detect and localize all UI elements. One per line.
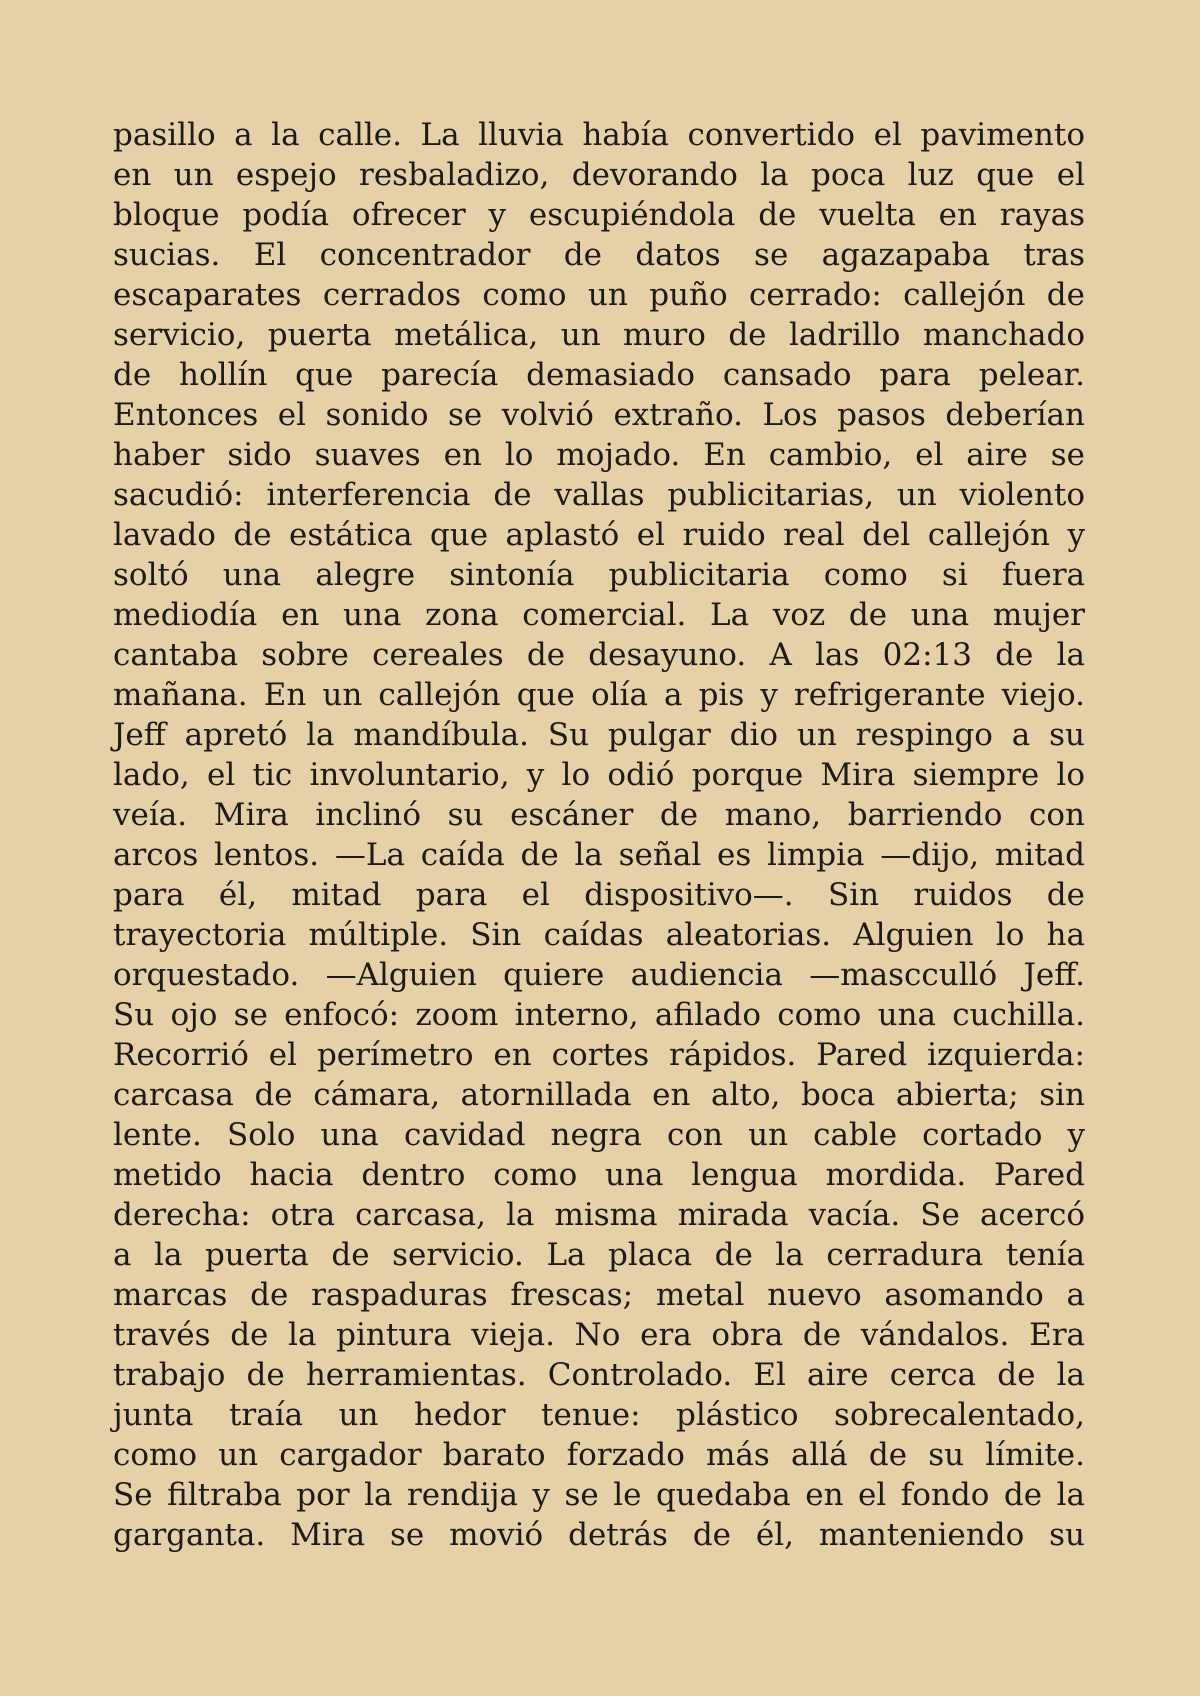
text-line: como un cargador barato forzado más allá de su límite.	[113, 1437, 1085, 1473]
text-line: orquestado. —Alguien quiere audiencia —mascculló Jeff.	[113, 957, 1085, 993]
text-line: a la puerta de servicio. La placa de la cerradura tenía	[113, 1237, 1085, 1273]
text-line: través de la pintura vieja. No era obra de vándalos. Era	[113, 1317, 1085, 1353]
text-line: marcas de raspaduras frescas; metal nuevo asomando a	[113, 1277, 1085, 1313]
text-line: servicio, puerta metálica, un muro de ladrillo manchado	[113, 317, 1085, 353]
text-line: Se filtraba por la rendija y se le quedaba en el fondo de la	[113, 1477, 1085, 1513]
text-line: lente. Solo una cavidad negra con un cable cortado y	[113, 1117, 1085, 1153]
text-line: derecha: otra carcasa, la misma mirada vacía. Se acercó	[113, 1197, 1085, 1233]
text-line: lavado de estática que aplastó el ruido real del callejón y	[113, 517, 1085, 553]
text-line: Jeff apretó la mandíbula. Su pulgar dio un respingo a su	[113, 717, 1085, 753]
text-line: pasillo a la calle. La lluvia había convertido el pavimento	[113, 117, 1085, 153]
text-line: soltó una alegre sintonía publicitaria como si fuera	[113, 557, 1085, 593]
text-line: Recorrió el perímetro en cortes rápidos. Pared izquierda:	[113, 1037, 1085, 1073]
text-line: trabajo de herramientas. Controlado. El aire cerca de la	[113, 1357, 1085, 1393]
text-line: para él, mitad para el dispositivo—. Sin ruidos de	[113, 877, 1085, 913]
text-line: mediodía en una zona comercial. La voz de una mujer	[113, 597, 1085, 633]
text-line: de hollín que parecía demasiado cansado para pelear.	[113, 357, 1085, 393]
text-line: lado, el tic involuntario, y lo odió porque Mira siempre lo	[113, 757, 1085, 793]
text-line: junta traía un hedor tenue: plástico sobrecalentado,	[113, 1397, 1085, 1433]
text-line: haber sido suaves en lo mojado. En cambio, el aire se	[113, 437, 1085, 473]
text-line: escaparates cerrados como un puño cerrado: callejón de	[113, 277, 1085, 313]
text-line: carcasa de cámara, atornillada en alto, boca abierta; sin	[113, 1077, 1085, 1113]
text-line: sucias. El concentrador de datos se agazapaba tras	[113, 237, 1085, 273]
text-line: veía. Mira inclinó su escáner de mano, barriendo con	[113, 797, 1085, 833]
text-line: bloque podía ofrecer y escupiéndola de vuelta en rayas	[113, 197, 1085, 233]
text-line: sacudió: interferencia de vallas publicitarias, un violento	[113, 477, 1085, 513]
text-page	[113, 115, 1085, 1555]
text-line: mañana. En un callejón que olía a pis y refrigerante viejo.	[113, 677, 1085, 713]
text-line: garganta. Mira se movió detrás de él, manteniendo su	[113, 1517, 1085, 1553]
text-line: arcos lentos. —La caída de la señal es limpia —dijo, mitad	[113, 837, 1085, 873]
text-line: Entonces el sonido se volvió extraño. Los pasos deberían	[113, 397, 1085, 433]
text-line: Su ojo se enfocó: zoom interno, afilado como una cuchilla.	[113, 997, 1085, 1033]
text-line: metido hacia dentro como una lengua mordida. Pared	[113, 1157, 1085, 1193]
text-line: en un espejo resbaladizo, devorando la poca luz que el	[113, 157, 1085, 193]
text-line: trayectoria múltiple. Sin caídas aleatorias. Alguien lo ha	[113, 917, 1085, 953]
text-line: cantaba sobre cereales de desayuno. A las 02:13 de la	[113, 637, 1085, 673]
